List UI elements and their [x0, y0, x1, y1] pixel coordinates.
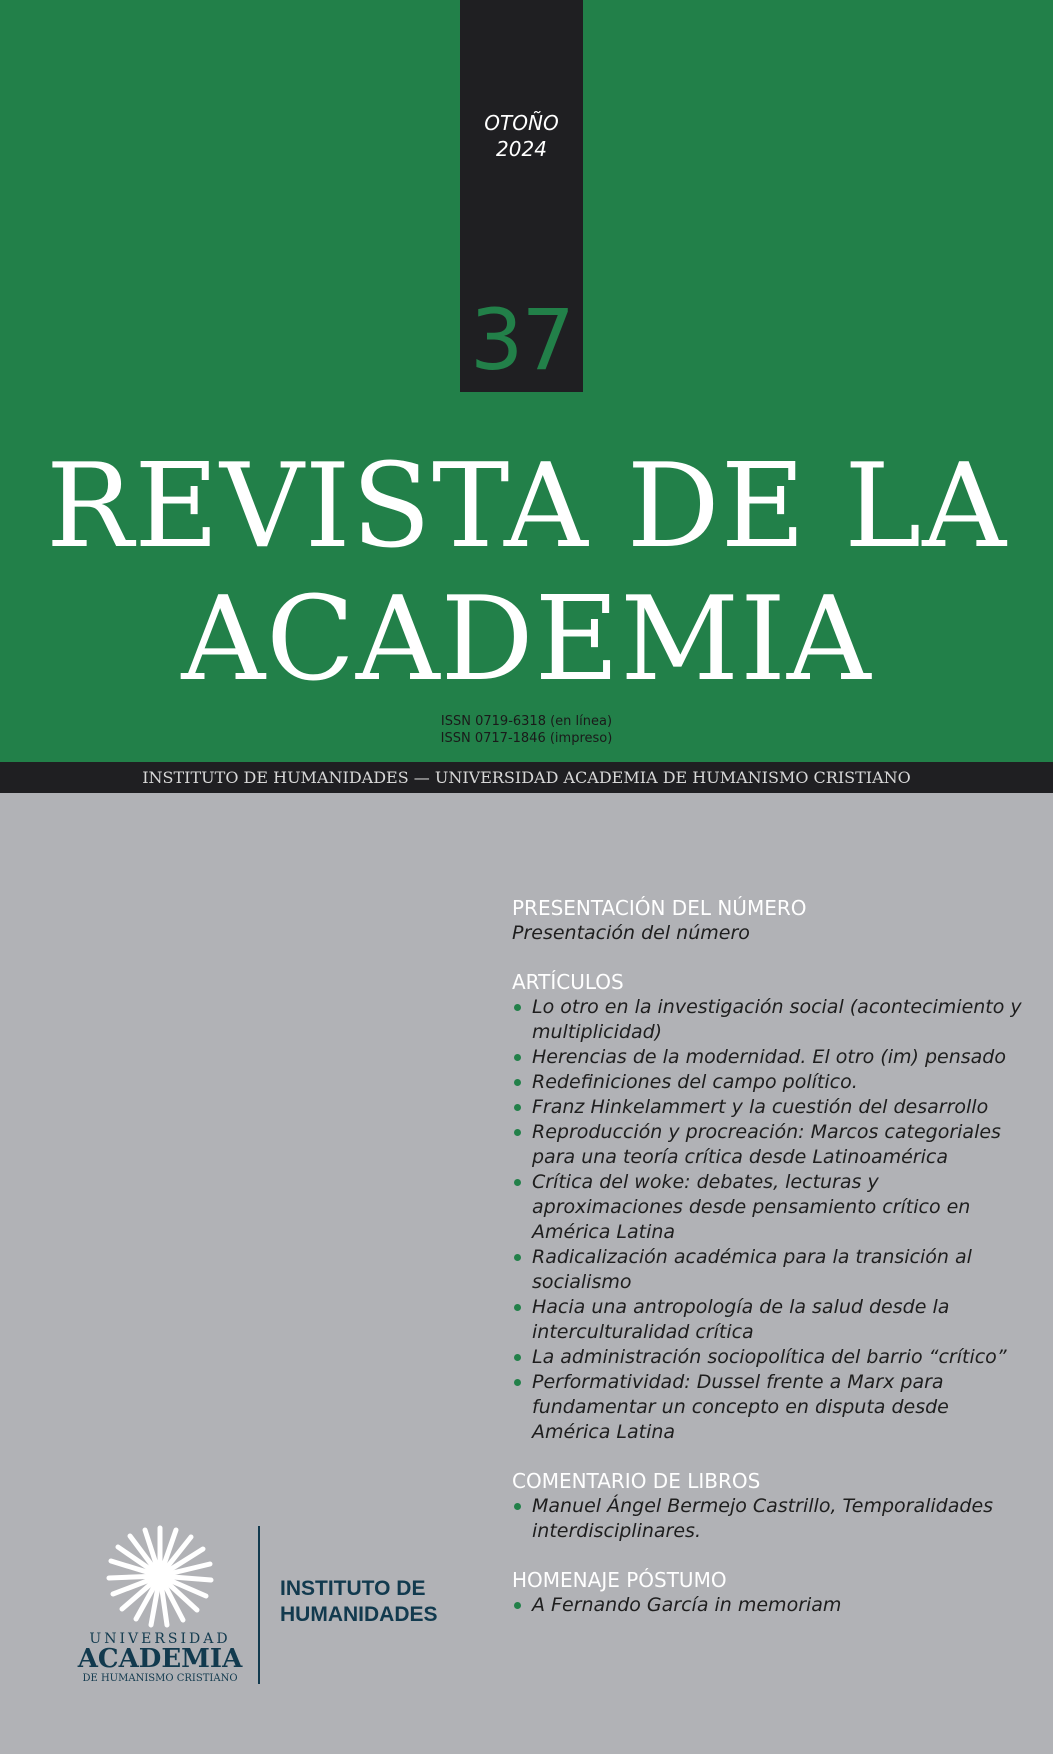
journal-title-line2: ACADEMIA [181, 572, 872, 707]
institution-band: INSTITUTO DE HUMANIDADES — UNIVERSIDAD ACADEMIA DE HUMANISMO CRISTIANO [0, 762, 1053, 793]
books-list [512, 1494, 1032, 1544]
presentation-section [512, 896, 1032, 946]
logo-academia-text: ACADEMIA [77, 1644, 243, 1674]
tribute-section [512, 1568, 1032, 1618]
list-item: Hacia una antropología de la salud desde la interculturalidad crítica [512, 1295, 1032, 1345]
issn-print: ISSN 0717-1846 (impreso) [440, 731, 613, 746]
tribute-list [512, 1593, 1032, 1618]
list-item: Radicalización académica para la transición al socialismo [512, 1245, 1032, 1295]
institute-logo-line2: HUMANIDADES [280, 1603, 438, 1626]
list-item: Herencias de la modernidad. El otro (im) pensado [512, 1045, 1032, 1070]
year-label: 2024 [496, 137, 547, 161]
issn-online: ISSN 0719-6318 (en línea) [440, 714, 613, 729]
issue-number: 37 [470, 291, 573, 389]
articles-section [512, 970, 1032, 1445]
list-item: La administración sociopolítica del barrio “crítico” [512, 1345, 1032, 1370]
journal-title-line1: REVISTA DE LA [45, 439, 1008, 574]
university-logo [70, 1520, 250, 1685]
list-item: Reproducción y procreación: Marcos categoriales para una teoría crítica desde Latinoamérica [512, 1120, 1032, 1170]
institute-logo [280, 1576, 438, 1628]
list-item: Manuel Ángel Bermejo Castrillo, Temporalidades interdisciplinares. [512, 1494, 1032, 1544]
table-of-contents [512, 896, 1032, 1642]
starburst-icon [103, 1524, 217, 1628]
logo-universidad-text: UNIVERSIDAD [89, 1631, 231, 1647]
list-item: Lo otro en la investigación social (acontecimiento y multiplicidad) [512, 995, 1032, 1045]
list-item: Franz Hinkelammert y la cuestión del desarrollo [512, 1095, 1032, 1120]
section-heading: COMENTARIO DE LIBROS [512, 1469, 761, 1493]
list-item: Crítica del woke: debates, lecturas y aproximaciones desde pensamiento crítico en América Latina [512, 1170, 1032, 1245]
list-item: Redefiniciones del campo político. [512, 1070, 1032, 1095]
institute-logo-line1: INSTITUTO DE [280, 1577, 426, 1600]
toc-item: Presentación del número [512, 922, 750, 944]
section-heading: HOMENAJE PÓSTUMO [512, 1568, 727, 1592]
season-label: OTOÑO [484, 111, 559, 135]
books-section [512, 1469, 1032, 1544]
logo-divider [258, 1526, 260, 1684]
list-item: Performatividad: Dussel frente a Marx para fundamentar un concepto en disputa desde América Latina [512, 1370, 1032, 1445]
section-heading: ARTÍCULOS [512, 970, 624, 994]
section-heading: PRESENTACIÓN DEL NÚMERO [512, 896, 807, 920]
logo-cristiano-text: DE HUMANISMO CRISTIANO [82, 1673, 238, 1684]
list-item: A Fernando García in memoriam [512, 1593, 1032, 1618]
articles-list [512, 995, 1032, 1445]
